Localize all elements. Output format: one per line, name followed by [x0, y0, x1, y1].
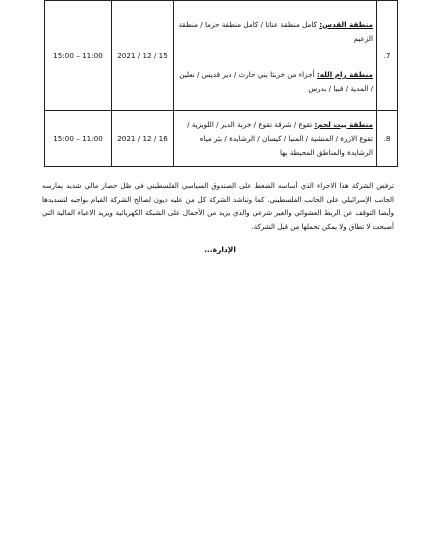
region-label: منطقة بيت لحم:: [314, 119, 373, 129]
time-cell: 15:00 – 11:00: [45, 1, 112, 111]
date-cell: 2021 / 12 / 15: [112, 1, 174, 111]
row-number: 8.: [377, 111, 398, 167]
table-row: [45, 111, 398, 167]
region-label: منطقة القدس:: [319, 19, 373, 29]
region-areas: أجزاء من خربثا بني حارث / دير قديس / نعلين / المدية / قبيا / بدرس: [179, 69, 373, 93]
signature: الإدارة...: [204, 245, 236, 254]
row-number: 7.: [377, 1, 398, 111]
date-cell: 2021 / 12 / 16: [112, 111, 174, 167]
area-cell: [174, 111, 377, 167]
table-row: [45, 1, 398, 111]
region-areas: تقوع / شرقة تقوع / خربة الدير / اللويزية / تقوع الازرة / المنشية / المنيا / كيسان / الرشايدة / بئر مياه الرشايدة والمناطق المحيطة بها: [187, 119, 373, 157]
outage-schedule-table: [44, 0, 398, 167]
region-label: منطقة رام الله:: [316, 69, 373, 79]
time-cell: 15:00 – 11:00: [45, 111, 112, 167]
statement-paragraph: ترفض الشركة هذا الاجراء الذي أساسه الضغط على الصندوق السياسي الفلسطيني في ظل حصار مالي شديد يمارسه الجانب الإسرائيلي على الجانب الفلسطيني. كما وتناشد الشركة كل من عليه ديون لصالح الشركة القيام بواجبه لتسديدها وأيضا التوقف عن الربط العشوائي والغير شرعي والذي يزيد من الأحمال على الشبكة الكهربائية ويزيد الاعباء المالية التي أصبحت لا تطاق ولا يمكن تحملها من قبل الشركة.: [42, 182, 394, 231]
region-areas: كامل منطقة عناتا / كامل منطقة حزما / منطقة الزعيم: [178, 19, 373, 43]
area-cell: [174, 1, 377, 111]
